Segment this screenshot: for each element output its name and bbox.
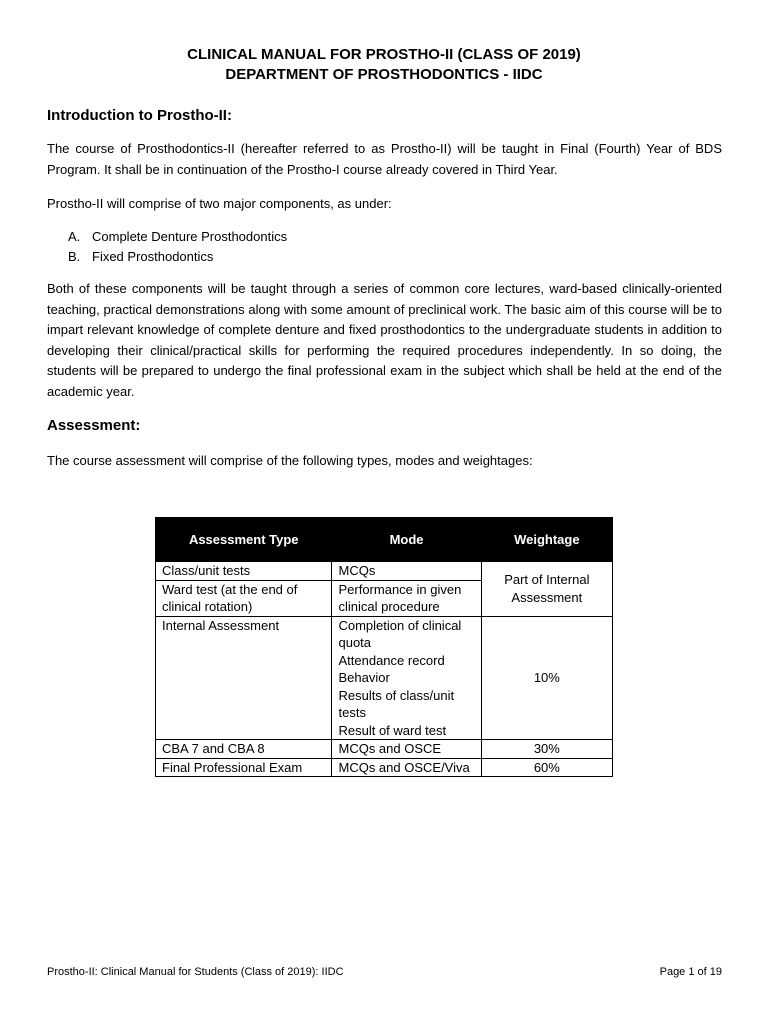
mode-line: Result of ward test bbox=[338, 722, 447, 738]
table-cell-type: Internal Assessment bbox=[156, 616, 332, 740]
table-cell-weightage: Part of Internal Assessment bbox=[481, 562, 612, 617]
table-cell-weightage: 10% bbox=[481, 616, 612, 740]
assessment-table bbox=[155, 517, 613, 777]
footer-document-name: Prostho-II: Clinical Manual for Students (Class of 2019): IIDC bbox=[47, 966, 344, 978]
table-cell-weightage: 30% bbox=[481, 740, 612, 759]
intro-paragraph-1: The course of Prosthodontics-II (hereafter referred to as Prostho-II) will be taught in Final (Fourth) Year of BDS Program. It shall be in continuation of the Prostho-I course already covered in Third Year. bbox=[47, 141, 722, 177]
intro-paragraph-2: Prostho-II will comprise of two major components, as under: bbox=[47, 196, 392, 211]
table-header-type: Assessment Type bbox=[156, 518, 332, 562]
mode-line: Completion of clinical quota bbox=[338, 617, 462, 650]
table-cell-weightage: 60% bbox=[481, 758, 612, 777]
table-cell-mode bbox=[332, 616, 481, 740]
document-subtitle: DEPARTMENT OF PROSTHODONTICS - IIDC bbox=[225, 66, 543, 83]
footer-page-number: Page 1 of 19 bbox=[659, 966, 722, 978]
list-item-label: Fixed Prosthodontics bbox=[92, 248, 214, 264]
table-header-weightage: Weightage bbox=[481, 518, 612, 562]
table-header-row bbox=[156, 518, 613, 562]
list-marker: B. bbox=[68, 248, 81, 264]
mode-line: Results of class/unit tests bbox=[338, 687, 455, 720]
table-cell-mode: MCQs and OSCE bbox=[332, 740, 481, 759]
document-title: CLINICAL MANUAL FOR PROSTHO-II (CLASS OF 2019) bbox=[187, 46, 581, 63]
assessment-heading: Assessment: bbox=[47, 417, 141, 434]
list-item-label: Complete Denture Prosthodontics bbox=[92, 229, 288, 244]
table-header-mode: Mode bbox=[332, 518, 481, 562]
table-cell-mode: Performance in given clinical procedure bbox=[332, 580, 481, 616]
list-item bbox=[68, 247, 287, 267]
table-cell-type: CBA 7 and CBA 8 bbox=[156, 740, 332, 759]
intro-paragraph-3: Both of these components will be taught through a series of common core lectures, ward-based clinically-oriented teaching, practical demonstrations along with some amount of preclinical work. The basic aim of this course will be to impart relevant knowledge of complete denture and fixed prosthodontics to the undergraduate students in addition to developing their clinical/practical skills for performing the required procedures independently. In so doing, the students will be prepared to undergo the final professional exam in the subject which shall be held at the end of the academic year. bbox=[47, 281, 722, 399]
mode-line: Attendance record bbox=[338, 652, 445, 668]
table-cell-mode: MCQs bbox=[332, 562, 481, 581]
table-row bbox=[156, 758, 613, 777]
intro-heading: Introduction to Prostho-II: bbox=[47, 107, 232, 124]
table-row bbox=[156, 562, 613, 581]
list-item bbox=[68, 227, 287, 247]
list-marker: A. bbox=[68, 229, 81, 244]
table-cell-type: Ward test (at the end of clinical rotation) bbox=[156, 580, 332, 616]
table-row bbox=[156, 740, 613, 759]
table-cell-type: Final Professional Exam bbox=[156, 758, 332, 777]
table-cell-mode: MCQs and OSCE/Viva bbox=[332, 758, 481, 777]
mode-line: Behavior bbox=[338, 670, 390, 685]
assessment-paragraph: The course assessment will comprise of the following types, modes and weightages: bbox=[47, 453, 533, 468]
table-row bbox=[156, 616, 613, 740]
components-list bbox=[68, 227, 287, 266]
table-cell-type: Class/unit tests bbox=[156, 562, 332, 581]
